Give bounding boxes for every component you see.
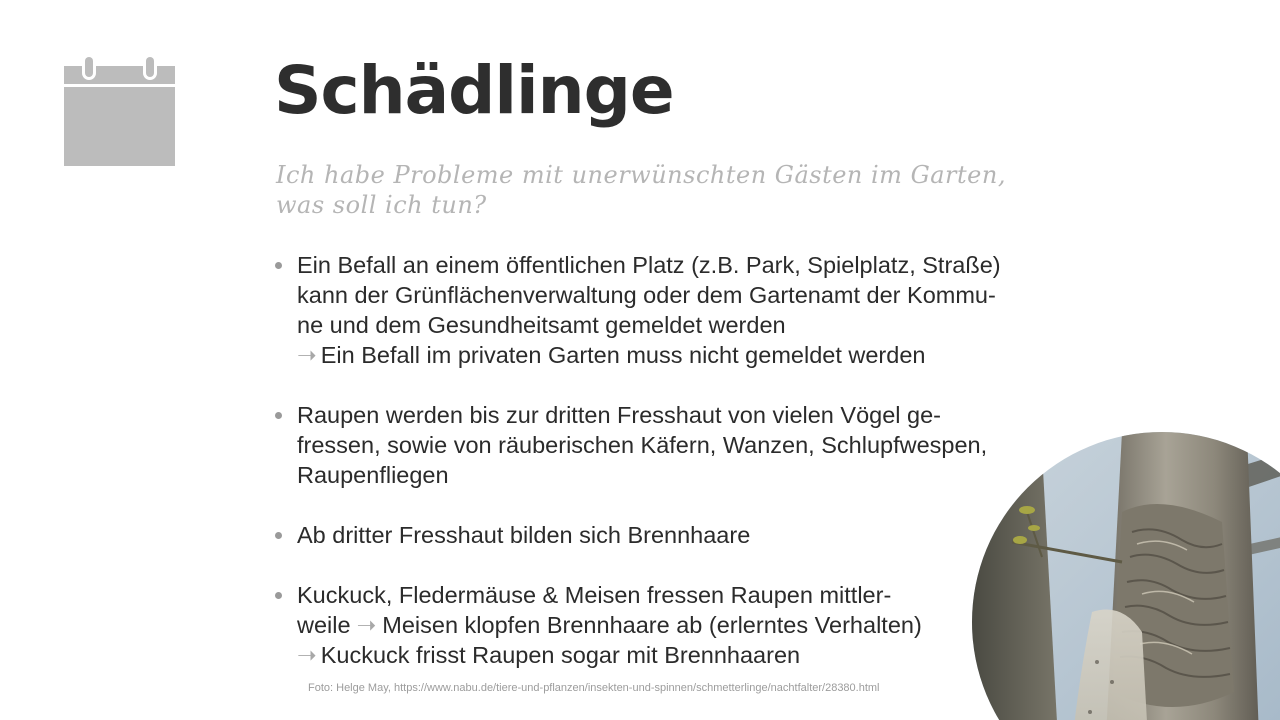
bullet-item [274,580,1064,670]
calendar-icon [64,54,175,166]
bullet-dot [275,412,282,419]
bullet-item [274,250,1064,370]
bullet-item [274,520,1064,550]
bullet-arrow-line [297,340,1064,370]
bullet-mixed-end: Meisen klopfen Brennhaare ab (erlerntes Verhalten) [382,612,922,638]
bullet-mixed-line [297,610,1064,640]
bullet-dot [275,262,282,269]
bullet-arrow-line [297,640,1064,670]
arrow-right-icon: ➝ [356,612,377,638]
slide-title: Schädlinge [274,52,674,129]
slide-subtitle: Ich habe Probleme mit unerwünschten Gästen im Garten, was soll ich tun? [276,161,1006,219]
bullet-line: Raupen werden bis zur dritten Fresshaut von vielen Vögel ge- [297,402,942,428]
bullet-arrow-text: Kuckuck frisst Raupen sogar mit Brennhaaren [320,642,801,668]
bullet-item [274,400,1064,490]
bullet-mixed-start: weile [297,612,351,638]
bullet-line: Ab dritter Fresshaut bilden sich Brennhaare [297,522,751,548]
bullet-list [274,250,1064,700]
bullet-line: fressen, sowie von räuberischen Käfern, Wanzen, Schlupfwespen, [297,432,988,458]
bullet-dot [275,592,282,599]
bullet-dot [275,532,282,539]
bullet-arrow-text: Ein Befall im privaten Garten muss nicht gemeldet werden [320,342,926,368]
arrow-right-icon: ➝ [297,342,317,368]
arrow-right-icon: ➝ [297,642,317,668]
bullet-line: ne und dem Gesundheitsamt gemeldet werden [297,312,786,338]
bullet-line: kann der Grünflächenverwaltung oder dem Gartenamt der Kommu- [297,282,996,308]
bullet-line: Kuckuck, Fledermäuse & Meisen fressen Raupen mittler- [297,582,892,608]
photo-credit: Foto: Helge May, https://www.nabu.de/tiere-und-pflanzen/insekten-und-spinnen/schmetterlinge/nachtfalter/28380.html [308,682,880,694]
bullet-line: Raupenfliegen [297,462,449,488]
bullet-line: Ein Befall an einem öffentlichen Platz (z.B. Park, Spielplatz, Straße) [297,252,1001,278]
